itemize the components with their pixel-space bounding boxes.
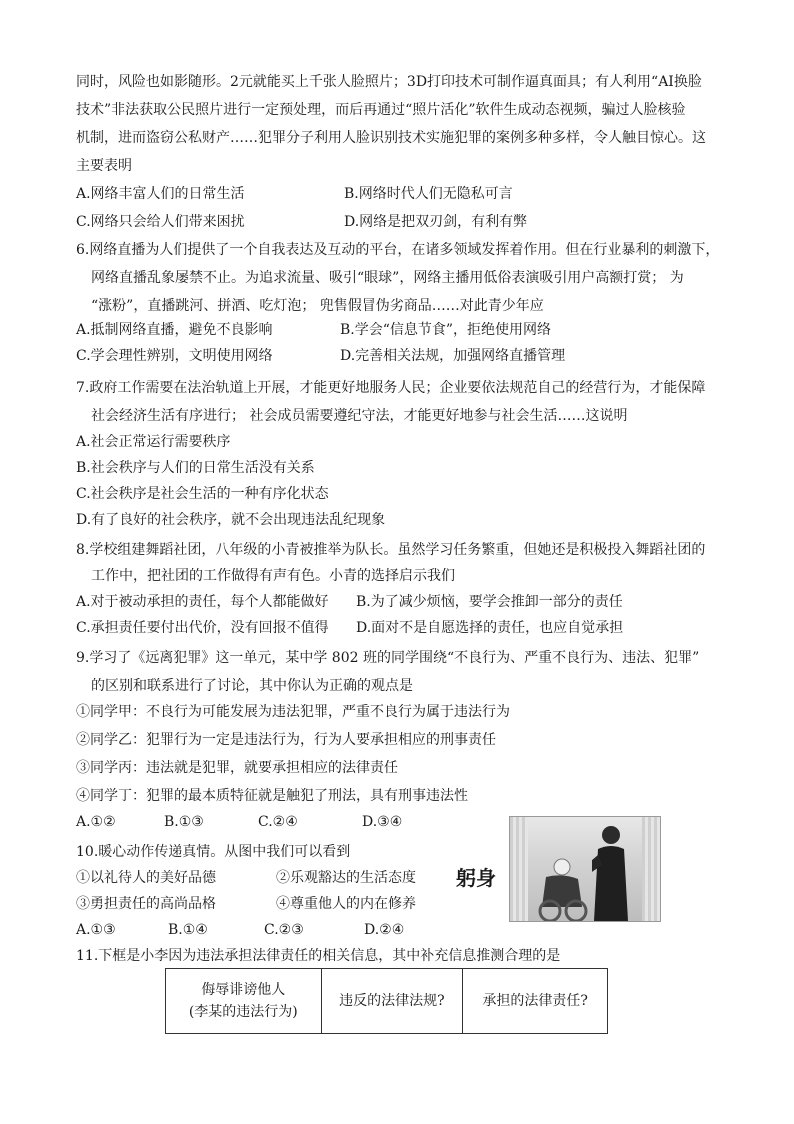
news-photo: [509, 816, 661, 922]
q9-option-a: A.①②: [76, 814, 116, 830]
q9-statement-4: ④同学丁：犯罪的最本质特征就是触犯了刑法，具有刑事违法性: [76, 788, 468, 804]
q6-option-b: B.学会“信息节食”，拒绝使用网络: [340, 322, 552, 338]
q7-line-2: 社会经济生活有序进行； 社会成员需要遵纪守法，才能更好地参与社会生活……这说明: [91, 408, 628, 424]
q9-option-d: D.③④: [362, 814, 403, 830]
photo-curtain-right: [642, 817, 660, 921]
q5-option-c: C.网络只会给人们带来困扰: [76, 214, 245, 230]
q7-option-a: A.社会正常运行需要秩序: [76, 434, 231, 450]
q8-option-b: B.为了减少烦恼，要学会推卸一部分的责任: [356, 594, 623, 610]
q9-line-1: 9.学习了《远离犯罪》这一单元，某中学 802 班的同学围绕“不良行为、严重不良行为、违法、犯罪”: [76, 650, 700, 666]
standing-person-figure: [592, 823, 630, 921]
q5-option-a: A.网络丰富人们的日常生活: [76, 186, 245, 202]
q9-statement-1: ①同学甲：不良行为可能发展为违法犯罪，严重不良行为属于违法行为: [76, 704, 510, 720]
q5-option-b: B.网络时代人们无隐私可言: [344, 186, 513, 202]
q10-statement-2: ②乐观豁达的生活态度: [276, 870, 416, 886]
q5-line-3: 机制，进而盗窃公私财产……犯罪分子利用人脸识别技术实施犯罪的案例多种多样，令人触目惊心。这: [76, 130, 706, 146]
q10-statement-1: ①以礼待人的美好品德: [76, 870, 216, 886]
q6-option-d: D.完善相关法规，加强网络直播管理: [340, 348, 566, 364]
q7-option-b: B.社会秩序与人们的日常生活没有关系: [76, 460, 315, 476]
q5-option-d: D.网络是把双刃剑，有利有弊: [344, 214, 528, 230]
q10-option-a: A.①③: [76, 922, 116, 938]
q6-option-a: A.抵制网络直播，避免不良影响: [76, 322, 273, 338]
q6-line-3: “涨粉”，直播跳河、拼酒、吃灯泡； 兜售假冒伪劣商品……对此青少年应: [91, 298, 544, 314]
q10-line-1: 10.暖心动作传递真情。从图中我们可以看到: [76, 844, 351, 860]
q10-option-c: C.②③: [264, 922, 304, 938]
q11-cell-liability: 承担的法律责任?: [463, 969, 608, 1034]
q7-option-d: D.有了良好的社会秩序，就不会出现违法乱纪现象: [76, 512, 386, 528]
q11-cell-behavior: [166, 969, 322, 1034]
q7-line-1: 7.政府工作需要在法治轨道上开展，才能更好地服务人民；企业要依法规范自己的经营行为，才能保障: [76, 380, 706, 396]
photo-curtain-left: [510, 817, 528, 921]
q10-option-b: B.①④: [168, 922, 208, 938]
q5-line-4: 主要表明: [76, 158, 132, 174]
q10-statement-4: ④尊重他人的内在修养: [276, 896, 416, 912]
q5-line-1: 同时，风险也如影随形。2元就能买上千张人脸照片；3D打印技术可制作逼真面具；有人利用“AI换脸: [76, 74, 702, 90]
q11-cell-behavior-line1: 侮辱诽谤他人: [201, 982, 286, 998]
q7-option-c: C.社会秩序是社会生活的一种有序化状态: [76, 486, 329, 502]
q8-line-1: 8.学校组建舞蹈社团，八年级的小青被推举为队长。虽然学习任务繁重，但她还是积极投入舞蹈社团的: [76, 542, 706, 558]
q8-line-2: 工作中，把社团的工作做得有声有色。小青的选择启示我们: [91, 568, 455, 584]
q9-line-2: 的区别和联系进行了讨论，其中你认为正确的观点是: [91, 678, 413, 694]
q6-line-1: 6.网络直播为人们提供了一个自我表达及互动的平台，在诸多领域发挥着作用。但在行业暴利的刺激下，: [76, 242, 720, 258]
q5-line-2: 技术”非法获取公民照片进行一定预处理，而后再通过“照片活化”软件生成动态视频，骗过人脸核验: [76, 102, 686, 118]
q9-statement-2: ②同学乙：犯罪行为一定是违法行为，行为人要承担相应的刑事责任: [76, 732, 496, 748]
q10-statement-3: ③勇担责任的高尚品格: [76, 896, 216, 912]
q8-option-a: A.对于被动承担的责任，每个人都能做好: [76, 594, 329, 610]
seated-person-figure: [532, 857, 592, 921]
q6-line-2: 网络直播乱象屡禁不止。为追求流量、吸引“眼球”，网络主播用低俗表演吸引用户高额打赏； 为: [91, 270, 684, 286]
q8-option-c: C.承担责任要付出代价，没有回报不值得: [76, 620, 329, 636]
q10-option-d: D.②④: [364, 922, 405, 938]
q9-statement-3: ③同学丙：违法就是犯罪，就要承担相应的法律责任: [76, 760, 398, 776]
q9-option-b: B.①③: [164, 814, 204, 830]
q11-info-table: [165, 968, 608, 1034]
q6-option-c: C.学会理性辨别，文明使用网络: [76, 348, 273, 364]
q11-cell-behavior-line2: (李某的违法行为): [188, 1004, 298, 1020]
q9-option-c: C.②④: [258, 814, 298, 830]
q11-cell-law: 违反的法律法规?: [321, 969, 463, 1034]
q11-stem: 11.下框是小李因为违法承担法律责任的相关信息，其中补充信息推测合理的是: [76, 948, 561, 964]
photo-caption: 躬身: [456, 866, 496, 890]
q8-option-d: D.面对不是自愿选择的责任，也应自觉承担: [356, 620, 624, 636]
